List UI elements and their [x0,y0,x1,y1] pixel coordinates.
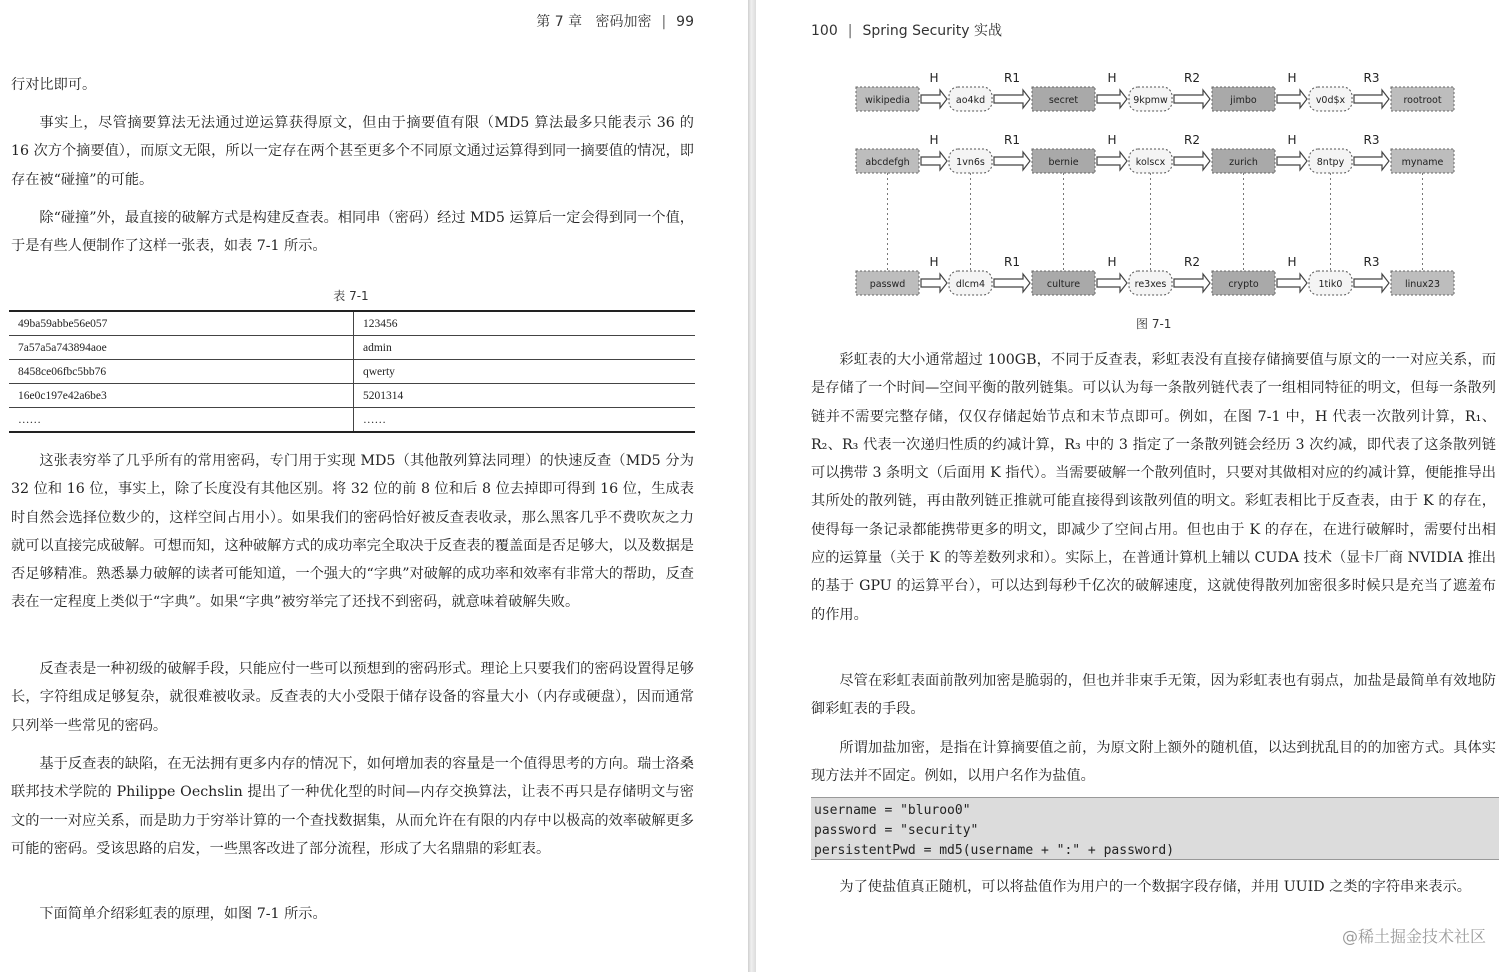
node-label: jimbo [1230,95,1257,106]
paragraph: 尽管在彩虹表面前散列加密是脆弱的，但也并非束手无策，因为彩虹表也有弱点，加盐是最简单有效地防御彩虹表的手段。 [811,673,1496,718]
table-row [9,384,695,408]
paragraph: 事实上，尽管摘要算法无法通过逆运算获得原文，但由于摘要值有限（MD5 算法最多只能表示 36 的 16 次方个摘要值），而原文无限，所以一定存在两个甚至更多个不同原文通过运算得到同一摘要值的情况，即存在被“碰撞”的可能。 [11,115,694,188]
plaintext-cell: admin [354,336,696,360]
step-label: H [929,133,939,147]
arrow-icon [1097,274,1127,292]
node-label: passwd [869,279,906,290]
node-label: 1tik0 [1318,279,1343,290]
table-row [9,408,695,433]
chapter-title: 密码加密 [595,14,652,30]
code-line: password = "security" [814,823,979,838]
step-label: H [1287,255,1297,269]
table-row [9,311,695,336]
hash-cell: 49ba59abbe56e057 [9,311,354,336]
paragraph: 彩虹表的大小通常超过 100GB，不同于反查表，彩虹表没有直接存储摘要值与原文的一一对应关系，而是存储了一个时间—空间平衡的散列链集。可以认为每一条散列链代表了一组相同特征的明文，但每一条散列链并不需要完整存储，仅仅存储起始节点和末节点即可。例如，在图 7-1 中，H 代表一次散列计算，R₁、R₂、R₃ 代表一次递归性质的约减计算，R₃ 中的 3 指定了一条散列链会经历 3 次约减，即代表了这条散列链可以携带 3 条明文（后面用 K 指代）。当需要破解一个散列值时，只要对其做相对应的约减计算，便能推导出其所处的散列链，再由散列链正推就可能直接得到该散列值的明文。彩虹表相比于反查表，由于 K 的存在，使得每一条记录都能携带更多的明文，即减少了空间占用。但也由于 K 的存在，在进行破解时，需要付出相应的运算量（关于 K 的等差数列求和）。实际上，在普通计算机上辅以 CUDA 技术（显卡厂商 NVIDIA 推出的基于 GPU 的运算平台），可以达到每秒千亿次的破解速度，这就使得散列加密很多时候只是充当了遮羞布的作用。 [811,352,1496,623]
paragraph: 除“碰撞”外，最直接的破解方式是构建反查表。相同串（密码）经过 MD5 运算后一定会得到同一个值，于是有些人便制作了这样一张表，如表 7-1 所示。 [11,210,694,255]
arrow-icon [1097,90,1127,108]
hash-cell: …… [9,408,354,433]
book-title: Spring Security 实战 [862,23,1003,39]
step-label: H [1107,71,1117,85]
arrow-icon [1277,152,1307,170]
arrow-icon [1354,90,1389,108]
step-label: R3 [1363,71,1380,85]
hash-cell: 7a57a5a743894aoe [9,336,354,360]
arrow-icon [1174,90,1210,108]
chapter-label: 第 7 章 [536,14,583,30]
step-label: H [1107,255,1117,269]
book-gutter [748,0,756,972]
page-number: 100 [811,23,838,39]
arrow-icon [1354,152,1389,170]
paragraph: 所谓加盐加密，是指在计算摘要值之前，为原文附上额外的随机值，以达到扰乱目的的加密方式。具体实现方法并不固定。例如，以用户名作为盐值。 [811,740,1496,785]
node-label: wikipedia [865,95,910,106]
plaintext-cell: …… [363,413,386,426]
page-number: 99 [676,14,694,30]
plaintext-cell: qwerty [354,360,696,384]
node-label: zurich [1229,157,1258,168]
node-label: linux23 [1404,279,1441,290]
step-label: R1 [1004,255,1020,269]
right-page-header: 100 | Spring Security 实战 [811,23,1003,39]
node-label: dlcm4 [955,279,986,290]
left-page [0,0,748,972]
node-label: v0d$x [1315,95,1346,106]
arrow-icon [921,90,947,108]
node-label: 9kpmw [1133,95,1168,106]
arrow-icon [1277,90,1307,108]
rainbow-table-diagram [846,70,1466,305]
table-caption: 表 7-1 [333,289,369,303]
step-label: R1 [1004,133,1020,147]
node-label: secret [1048,95,1079,106]
step-label: H [929,255,939,269]
code-line: persistentPwd = md5(username + ":" + password) [814,843,1175,858]
code-line: username = "bluroo0" [814,803,971,818]
node-label: ao4kd [955,95,986,106]
arrow-icon [994,90,1030,108]
node-label: crypto [1228,279,1259,290]
paragraph: 基于反查表的缺陷，在无法拥有更多内存的情况下，如何增加表的容量是一个值得思考的方向。瑞士洛桑联邦技术学院的 Philippe Oechslin 提出了一种优化型的时间—内存交换算法，让表不再只是存储明文与密文的一一对应关系，而是助力于穷举计算的一个查找数据集，从而允许在有限的内存中以极高的效率破解更多可能的密码。受该思路的启发，一些黑客改进了部分流程，形成了大名鼎鼎的彩虹表。 [11,756,694,857]
hash-cell: 16e0c197e42a6be3 [9,384,354,408]
node-label: rootroot [1403,95,1442,106]
step-label: R2 [1184,71,1200,85]
paragraph: 下面简单介绍彩虹表的原理，如图 7-1 所示。 [39,906,327,922]
step-label: H [1107,133,1117,147]
node-label: abcdefgh [865,157,910,168]
step-label: H [929,71,939,85]
node-label: re3xes [1134,279,1167,290]
paragraph: 为了使盐值真正随机，可以将盐值作为用户的一个数据字段存储，并用 UUID 之类的字符串来表示。 [839,879,1471,895]
node-label: 1vn6s [956,157,985,168]
paragraph: 反查表是一种初级的破解手段，只能应付一些可以预想到的密码形式。理论上只要我们的密码设置得足够长，字符组成足够复杂，就很难被收录。反查表的大小受限于储存设备的容量大小（内存或硬盘），因而通常只列举一些常见的密码。 [11,661,694,734]
plaintext-cell: 123456 [354,311,696,336]
arrow-icon [1097,152,1127,170]
code-block [811,797,1499,860]
paragraph: 这张表穷举了几乎所有的常用密码，专门用于实现 MD5（其他散列算法同理）的快速反查（MD5 分为 32 位和 16 位，事实上，除了长度没有其他区别。将 32 位的前 8 位和后 8 位去掉即可得到 16 位，生成表时自然会选择位数少的，这样空间占用小）。如果我们的密码恰好被反查表收录，那么黑客几乎不费吹灰之力就可以直接完成破解。可想而知，这种破解方式的成功率完全取决于反查表的覆盖面是否足够大，以及数据是否足够精准。熟悉暴力破解的读者可能知道，一个强大的“字典”对破解的成功率和效率有非常大的帮助，反查表在一定程度上类似于“字典”。如果“字典”被穷举完了还找不到密码，就意味着破解失败。 [11,453,694,611]
node-label: kolscx [1135,157,1166,168]
arrow-icon [921,274,947,292]
node-label: myname [1401,157,1444,168]
step-label: R1 [1004,71,1020,85]
figure-caption: 图 7-1 [1136,317,1172,331]
step-label: R2 [1184,133,1200,147]
hash-cell: 8458ce06fbc5bb76 [9,360,354,384]
node-label: 8ntpy [1316,157,1345,168]
arrow-icon [1174,152,1210,170]
arrow-icon [921,152,947,170]
table-row [9,360,695,384]
plaintext-cell: 5201314 [354,384,696,408]
watermark: @稀土掘金技术社区 [1341,927,1486,946]
left-page-header: 第 7 章 密码加密 | 99 [536,14,694,30]
step-label: R2 [1184,255,1200,269]
arrow-icon [994,152,1030,170]
right-page [756,0,1512,972]
table-row [9,336,695,360]
step-label: H [1287,133,1297,147]
node-label: bernie [1048,157,1079,168]
hash-lookup-table [9,310,695,433]
step-label: R3 [1363,133,1380,147]
paragraph: 行对比即可。 [11,77,97,93]
arrow-icon [1277,274,1307,292]
node-label: culture [1046,279,1081,290]
step-label: H [1287,71,1297,85]
arrow-icon [1354,274,1389,292]
step-label: R3 [1363,255,1380,269]
arrow-icon [1174,274,1210,292]
arrow-icon [994,274,1030,292]
